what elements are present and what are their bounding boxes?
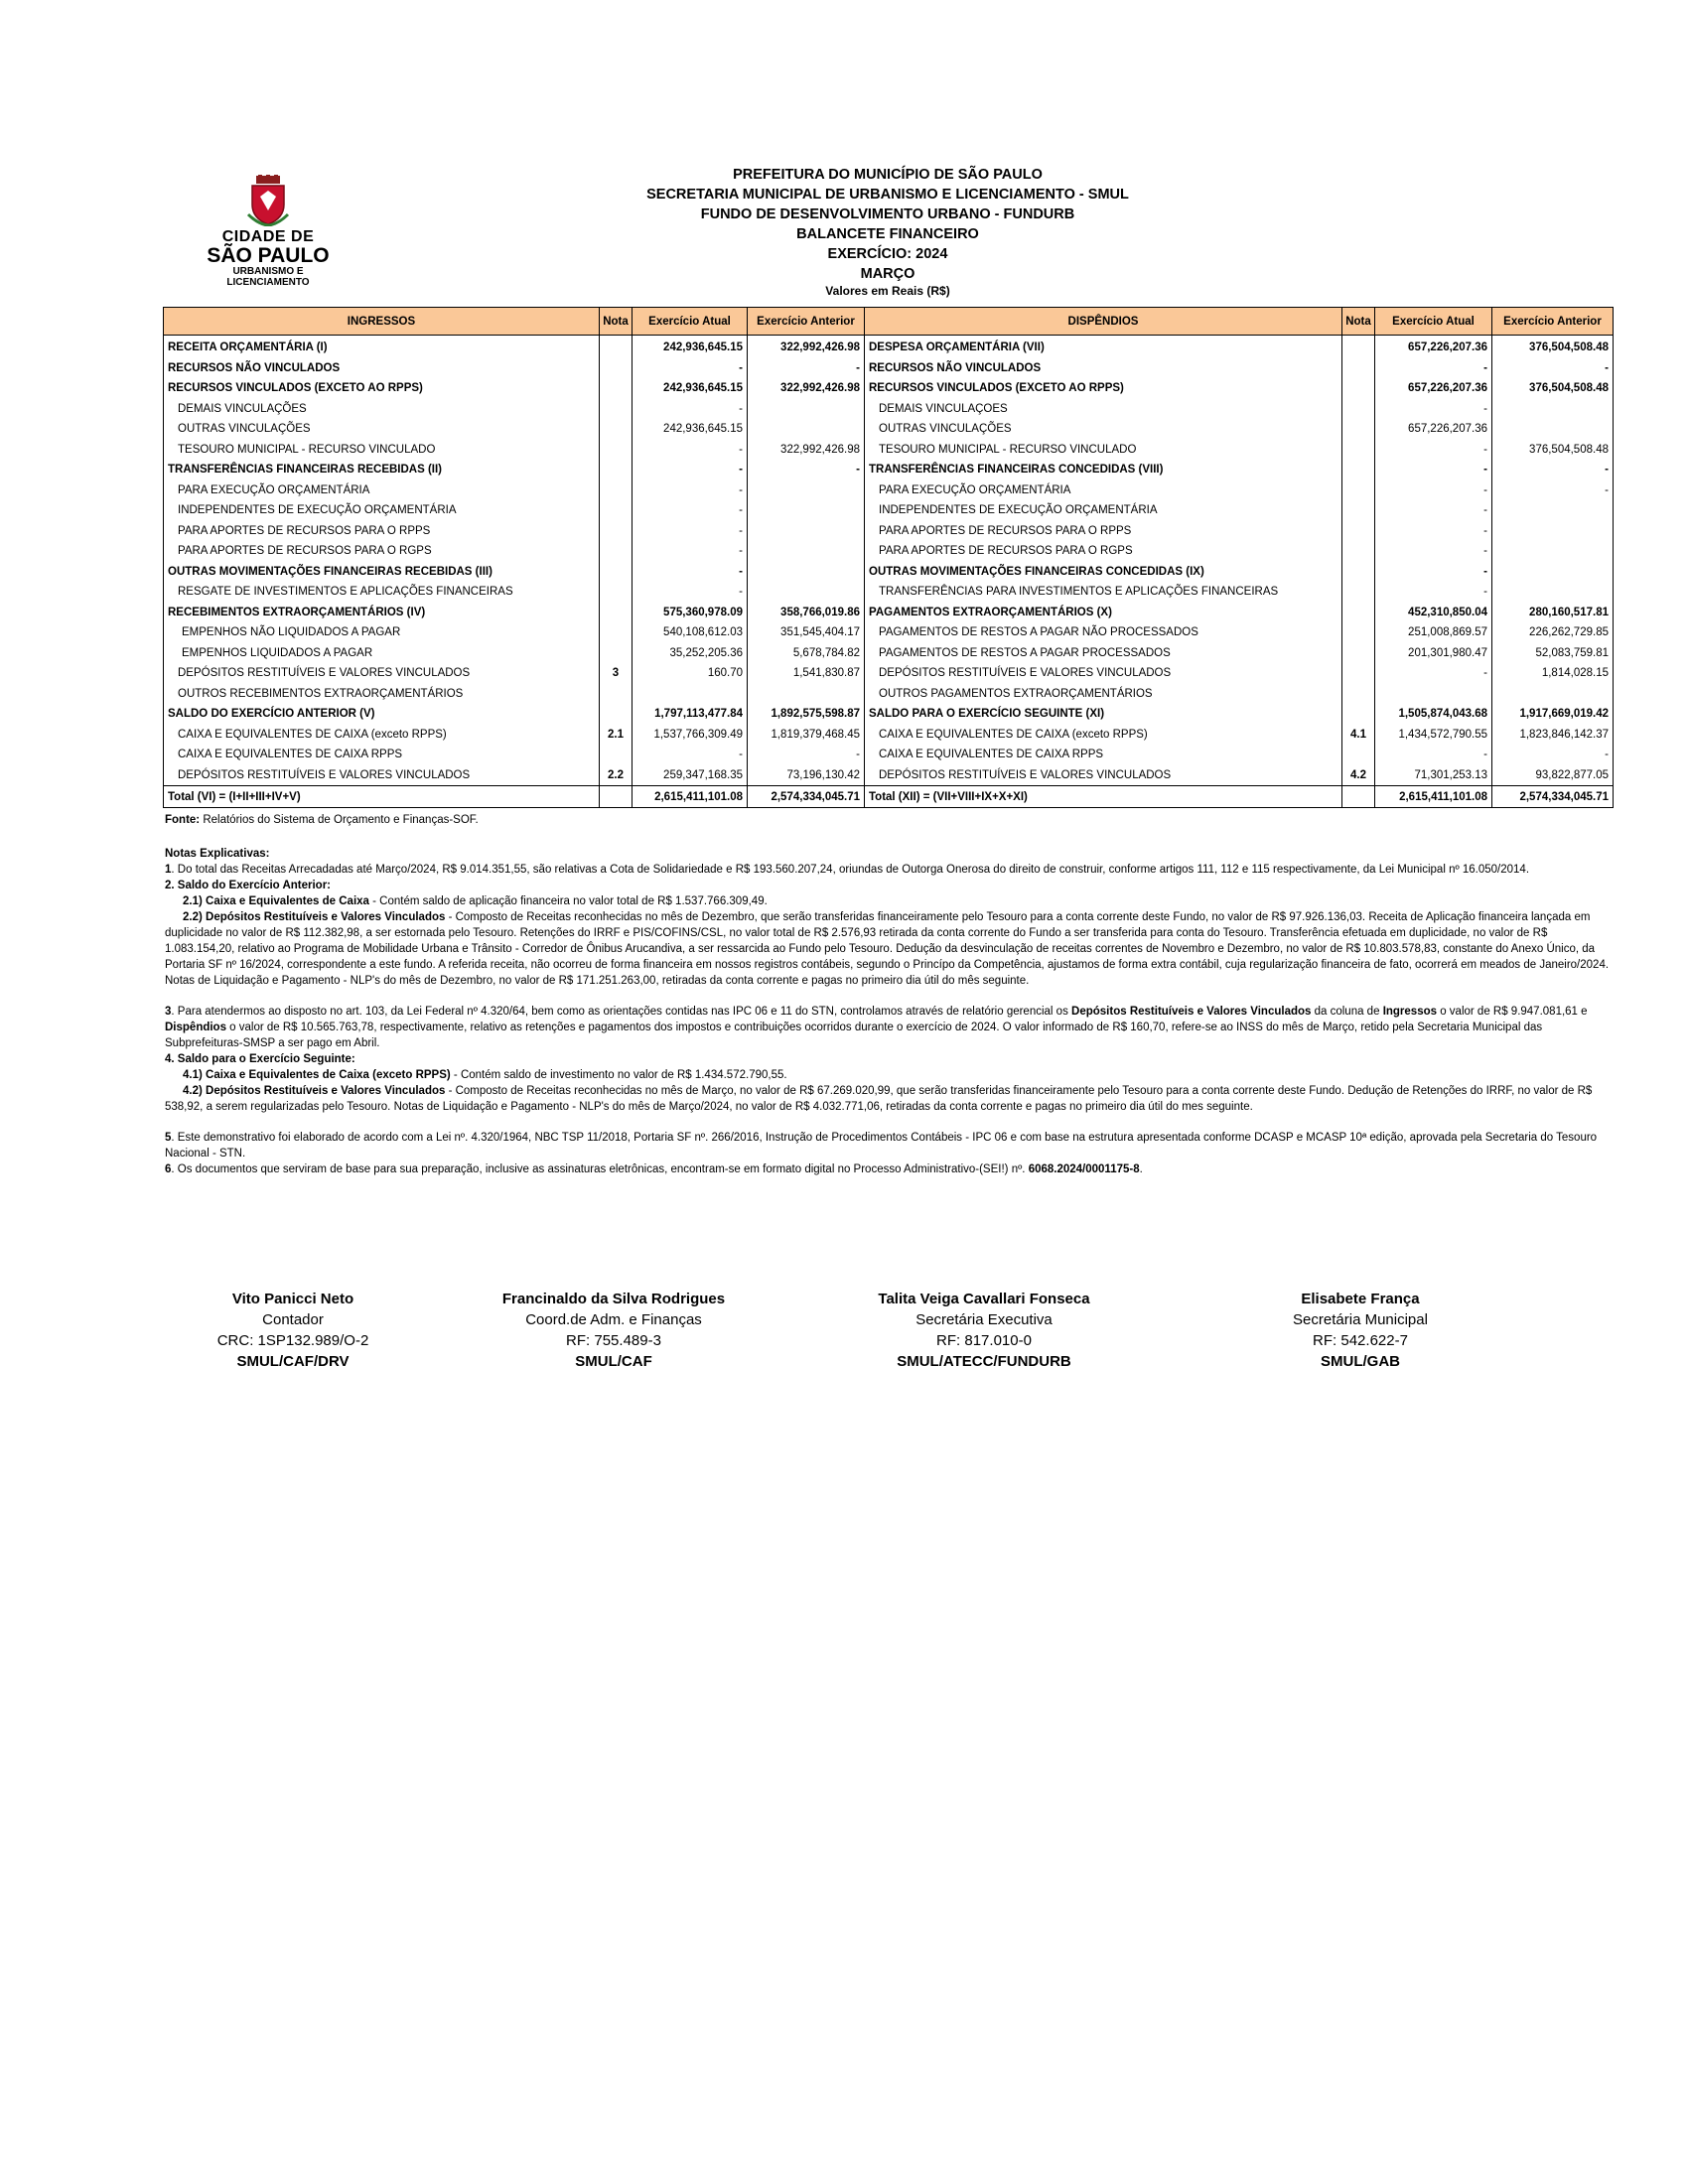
- ingresso-anterior: 322,992,426.98: [748, 378, 865, 399]
- ingresso-label: TRANSFERÊNCIAS FINANCEIRAS RECEBIDAS (II): [164, 460, 600, 480]
- ingresso-nota: [600, 704, 633, 725]
- header-fundo: FUNDO DE DESENVOLVIMENTO URBANO - FUNDURB: [700, 206, 1075, 222]
- ingresso-nota: [600, 521, 633, 542]
- ingresso-atual: 540,108,612.03: [633, 622, 748, 643]
- dispendio-anterior: [1492, 562, 1614, 583]
- nota-4-title: 4. Saldo para o Exercício Seguinte:: [165, 1053, 355, 1065]
- dispendio-atual: -: [1375, 440, 1492, 461]
- dispendio-nota: [1342, 663, 1375, 684]
- table-row: [164, 704, 1614, 725]
- ingresso-nota: 3: [600, 663, 633, 684]
- table-row: [164, 603, 1614, 623]
- ingresso-anterior: 73,196,130.42: [748, 765, 865, 786]
- ingresso-atual: -: [633, 440, 748, 461]
- ingresso-atual: 242,936,645.15: [633, 336, 748, 358]
- ingresso-label: OUTRAS MOVIMENTAÇÕES FINANCEIRAS RECEBIDAS (III): [164, 562, 600, 583]
- header-valores: Valores em Reais (R$): [825, 284, 950, 298]
- header-mes: MARÇO: [860, 266, 915, 282]
- signature-id: RF: 817.010-0: [936, 1332, 1032, 1349]
- ingresso-anterior: [748, 521, 865, 542]
- ingresso-nota: [600, 643, 633, 664]
- ingresso-atual: -: [633, 745, 748, 765]
- dispendio-nota: [1342, 500, 1375, 521]
- dispendio-atual: -: [1375, 460, 1492, 480]
- dispendio-nota: 4.1: [1342, 725, 1375, 746]
- notes-section: [165, 812, 1611, 1177]
- col-header-exercicio-atual: Exercício Atual: [1375, 308, 1492, 336]
- signature-block: [1201, 1289, 1519, 1372]
- fonte-line: [165, 812, 1611, 828]
- dispendio-label: PARA EXECUÇÃO ORÇAMENTÁRIA: [865, 480, 1342, 501]
- dispendio-nota: [1342, 336, 1375, 358]
- dispendio-atual: -: [1375, 562, 1492, 583]
- ingresso-anterior: [748, 541, 865, 562]
- dispendio-label: PAGAMENTOS EXTRAORÇAMENTÁRIOS (X): [865, 603, 1342, 623]
- ingresso-label: OUTROS RECEBIMENTOS EXTRAORÇAMENTÁRIOS: [164, 684, 600, 705]
- col-header-ingressos: INGRESSOS: [164, 308, 600, 336]
- ingresso-atual: -: [633, 358, 748, 379]
- ingresso-atual: [633, 684, 748, 705]
- nota-4-2: 4.2) Depósitos Restituíveis e Valores Vinculados - Composto de Receitas reconhecidas no mês de Março, no valor de R$ 67.269.020,99, que serão transferidas financeiramente pelo Tesouro para a conta corrente deste Fundo. Dedução de Retenções do IRRF, no valor de R$ 538,92, a serem regularizadas pelo Tesouro. Notas de Liquidação e Pagamento - NLP's do mês de Março/2024, no valor de R$ 4.032.771,06, retiradas da conta corrente e pagas no primeiro dia útil do mes seguinte.: [165, 1085, 1593, 1113]
- dispendio-nota: [1342, 541, 1375, 562]
- dispendio-label: OUTRAS VINCULAÇÕES: [865, 419, 1342, 440]
- dispendio-label: DEMAIS VINCULAÇOES: [865, 399, 1342, 420]
- logo-text-sao-paulo: SÃO PAULO: [207, 244, 330, 267]
- dispendio-atual: 657,226,207.36: [1375, 419, 1492, 440]
- ingresso-anterior: [748, 562, 865, 583]
- signature-role: Secretária Municipal: [1293, 1311, 1428, 1328]
- dispendio-anterior: 1,917,669,019.42: [1492, 704, 1614, 725]
- ingresso-nota: [600, 460, 633, 480]
- col-header-exercicio-anterior: Exercício Anterior: [1492, 308, 1614, 336]
- ingresso-nota: [600, 500, 633, 521]
- dispendio-label: OUTRAS MOVIMENTAÇÕES FINANCEIRAS CONCEDIDAS (IX): [865, 562, 1342, 583]
- dispendio-label: PARA APORTES DE RECURSOS PARA O RGPS: [865, 541, 1342, 562]
- ingresso-nota: [600, 745, 633, 765]
- signature-name: Francinaldo da Silva Rodrigues: [501, 1291, 726, 1307]
- dispendio-nota: [1342, 521, 1375, 542]
- ingresso-label: DEPÓSITOS RESTITUÍVEIS E VALORES VINCULADOS: [164, 663, 600, 684]
- table-row: [164, 765, 1614, 786]
- dispendio-anterior: 376,504,508.48: [1492, 378, 1614, 399]
- table-row: [164, 480, 1614, 501]
- dispendio-anterior: -: [1492, 480, 1614, 501]
- signature-unit: SMUL/ATECC/FUNDURB: [897, 1353, 1071, 1370]
- dispendio-anterior: -: [1492, 358, 1614, 379]
- ingresso-anterior: -: [748, 745, 865, 765]
- ingresso-label: PARA EXECUÇÃO ORÇAMENTÁRIA: [164, 480, 600, 501]
- dispendio-atual: -: [1375, 663, 1492, 684]
- table-row: [164, 663, 1614, 684]
- table-row: [164, 460, 1614, 480]
- total-dispendios-nota: [1342, 786, 1375, 808]
- ingresso-anterior: -: [748, 358, 865, 379]
- dispendio-anterior: [1492, 582, 1614, 603]
- dispendio-nota: [1342, 582, 1375, 603]
- ingresso-anterior: [748, 684, 865, 705]
- ingresso-nota: [600, 582, 633, 603]
- dispendio-nota: [1342, 643, 1375, 664]
- dispendio-nota: [1342, 378, 1375, 399]
- dispendio-atual: -: [1375, 399, 1492, 420]
- dispendio-label: DEPÓSITOS RESTITUÍVEIS E VALORES VINCULADOS: [865, 765, 1342, 786]
- table-total-row: [164, 786, 1614, 808]
- dispendio-nota: [1342, 440, 1375, 461]
- dispendio-nota: [1342, 399, 1375, 420]
- col-header-nota: Nota: [600, 308, 633, 336]
- dispendio-label: RECURSOS VINCULADOS (EXCETO AO RPPS): [865, 378, 1342, 399]
- header-exercicio: EXERCÍCIO: 2024: [827, 246, 948, 262]
- dispendio-nota: [1342, 603, 1375, 623]
- table-row: [164, 521, 1614, 542]
- dispendio-label: DESPESA ORÇAMENTÁRIA (VII): [865, 336, 1342, 358]
- dispendio-atual: 657,226,207.36: [1375, 378, 1492, 399]
- ingresso-label: RECEBIMENTOS EXTRAORÇAMENTÁRIOS (IV): [164, 603, 600, 623]
- ingresso-nota: 2.2: [600, 765, 633, 786]
- ingresso-nota: [600, 399, 633, 420]
- ingresso-label: EMPENHOS LIQUIDADOS A PAGAR: [164, 643, 600, 664]
- ingresso-atual: -: [633, 582, 748, 603]
- dispendio-label: TRANSFERÊNCIAS PARA INVESTIMENTOS E APLICAÇÕES FINANCEIRAS: [865, 582, 1342, 603]
- total-dispendios-anterior: 2,574,334,045.71: [1492, 786, 1614, 808]
- ingresso-label: OUTRAS VINCULAÇÕES: [164, 419, 600, 440]
- dispendio-label: DEPÓSITOS RESTITUÍVEIS E VALORES VINCULADOS: [865, 663, 1342, 684]
- signature-name: Elisabete França: [1301, 1291, 1420, 1307]
- ingresso-label: PARA APORTES DE RECURSOS PARA O RGPS: [164, 541, 600, 562]
- dispendio-label: OUTROS PAGAMENTOS EXTRAORÇAMENTÁRIOS: [865, 684, 1342, 705]
- dispendio-label: CAIXA E EQUIVALENTES DE CAIXA (exceto RPPS): [865, 725, 1342, 746]
- table-row: [164, 562, 1614, 583]
- ingresso-label: DEPÓSITOS RESTITUÍVEIS E VALORES VINCULADOS: [164, 765, 600, 786]
- fonte-text: Relatórios do Sistema de Orçamento e Finanças-SOF.: [200, 814, 479, 826]
- table-row: [164, 358, 1614, 379]
- dispendio-anterior: 376,504,508.48: [1492, 336, 1614, 358]
- ingresso-anterior: [748, 399, 865, 420]
- dispendio-label: PARA APORTES DE RECURSOS PARA O RPPS: [865, 521, 1342, 542]
- dispendio-atual: -: [1375, 358, 1492, 379]
- ingresso-nota: [600, 603, 633, 623]
- dispendio-anterior: [1492, 684, 1614, 705]
- ingresso-anterior: 1,541,830.87: [748, 663, 865, 684]
- dispendio-atual: -: [1375, 500, 1492, 521]
- dispendio-atual: -: [1375, 521, 1492, 542]
- table-row: [164, 378, 1614, 399]
- dispendio-nota: 4.2: [1342, 765, 1375, 786]
- signature-name: Talita Veiga Cavallari Fonseca: [878, 1291, 1090, 1307]
- ingresso-label: RECEITA ORÇAMENTÁRIA (I): [164, 336, 600, 358]
- dispendio-atual: 657,226,207.36: [1375, 336, 1492, 358]
- dispendio-atual: 71,301,253.13: [1375, 765, 1492, 786]
- dispendio-label: PAGAMENTOS DE RESTOS A PAGAR PROCESSADOS: [865, 643, 1342, 664]
- notas-title: Notas Explicativas:: [165, 848, 270, 860]
- signature-role: Secretária Executiva: [915, 1311, 1053, 1328]
- dispendio-anterior: [1492, 419, 1614, 440]
- col-header-dispendios: DISPÊNDIOS: [865, 308, 1342, 336]
- ingresso-anterior: [748, 500, 865, 521]
- total-ingressos-anterior: 2,574,334,045.71: [748, 786, 865, 808]
- balance-table: [163, 307, 1614, 808]
- dispendio-label: SALDO PARA O EXERCÍCIO SEGUINTE (XI): [865, 704, 1342, 725]
- nota-5: 5. Este demonstrativo foi elaborado de acordo com a Lei nº. 4.320/1964, NBC TSP 11/2018, Portaria SF nº. 266/2016, Instrução de Procedimentos Contábeis - IPC 06 e com base na estrutura apresentada conforme DCASP e MCASP 10ª edição, aprovada pela Secretaria do Tesouro Nacional - STN.: [165, 1132, 1598, 1160]
- dispendio-nota: [1342, 704, 1375, 725]
- ingresso-nota: 2.1: [600, 725, 633, 746]
- table-row: [164, 500, 1614, 521]
- ingresso-nota: [600, 622, 633, 643]
- total-dispendios-label: Total (XII) = (VII+VIII+IX+X+XI): [865, 786, 1342, 808]
- signature-name: Vito Panicci Neto: [231, 1291, 354, 1307]
- col-header-nota: Nota: [1342, 308, 1375, 336]
- ingresso-nota: [600, 358, 633, 379]
- dispendio-atual: 201,301,980.47: [1375, 643, 1492, 664]
- signature-role: Coord.de Adm. e Finanças: [525, 1311, 702, 1328]
- table-row: [164, 336, 1614, 358]
- ingresso-atual: -: [633, 460, 748, 480]
- ingresso-atual: -: [633, 521, 748, 542]
- ingresso-atual: -: [633, 480, 748, 501]
- table-row: [164, 684, 1614, 705]
- nota-2-title: 2. Saldo do Exercício Anterior:: [165, 880, 332, 891]
- total-dispendios-atual: 2,615,411,101.08: [1375, 786, 1492, 808]
- ingresso-atual: -: [633, 500, 748, 521]
- ingresso-nota: [600, 378, 633, 399]
- total-ingressos-label: Total (VI) = (I+II+III+IV+V): [164, 786, 600, 808]
- ingresso-anterior: [748, 582, 865, 603]
- nota-1: 1. Do total das Receitas Arrecadadas até Março/2024, R$ 9.014.351,55, são relativas a Cota de Solidariedade e R$ 193.560.207,24, oriundas de Outorga Onerosa do direito de construir, conforme artigos 111, 112 e 115 respectivamente, da Lei Municipal nº 16.050/2014.: [165, 864, 1530, 876]
- table-row: [164, 582, 1614, 603]
- nota-6: 6. Os documentos que serviram de base para sua preparação, inclusive as assinaturas eletrônicas, encontram-se em formato digital no Processo Administrativo-(SEI!) nº. 6068.2024/0001175-8.: [165, 1163, 1143, 1175]
- signature-unit: SMUL/CAF: [575, 1353, 652, 1370]
- dispendio-anterior: 52,083,759.81: [1492, 643, 1614, 664]
- table-row: [164, 622, 1614, 643]
- ingresso-anterior: 358,766,019.86: [748, 603, 865, 623]
- dispendio-anterior: 1,823,846,142.37: [1492, 725, 1614, 746]
- nota-4-1: 4.1) Caixa e Equivalentes de Caixa (exceto RPPS) - Contém saldo de investimento no valor de R$ 1.434.572.790,55.: [183, 1069, 787, 1081]
- dispendio-anterior: 226,262,729.85: [1492, 622, 1614, 643]
- ingresso-anterior: [748, 419, 865, 440]
- ingresso-nota: [600, 684, 633, 705]
- dispendio-atual: 452,310,850.04: [1375, 603, 1492, 623]
- dispendio-atual: -: [1375, 582, 1492, 603]
- ingresso-anterior: 5,678,784.82: [748, 643, 865, 664]
- ingresso-atual: -: [633, 541, 748, 562]
- ingresso-anterior: 322,992,426.98: [748, 440, 865, 461]
- ingresso-anterior: -: [748, 460, 865, 480]
- table-row: [164, 419, 1614, 440]
- ingresso-atual: 242,936,645.15: [633, 419, 748, 440]
- table-row: [164, 440, 1614, 461]
- ingresso-atual: 35,252,205.36: [633, 643, 748, 664]
- ingresso-anterior: 1,819,379,468.45: [748, 725, 865, 746]
- ingresso-label: DEMAIS VINCULAÇÕES: [164, 399, 600, 420]
- dispendio-anterior: -: [1492, 460, 1614, 480]
- ingresso-label: TESOURO MUNICIPAL - RECURSO VINCULADO: [164, 440, 600, 461]
- signature-id: CRC: 1SP132.989/O-2: [216, 1332, 369, 1349]
- table-header-row: [164, 308, 1614, 336]
- dispendio-atual: 1,505,874,043.68: [1375, 704, 1492, 725]
- dispendio-anterior: 1,814,028.15: [1492, 663, 1614, 684]
- table-row: [164, 643, 1614, 664]
- ingresso-label: CAIXA E EQUIVALENTES DE CAIXA RPPS: [164, 745, 600, 765]
- header-secretaria: SECRETARIA MUNICIPAL DE URBANISMO E LICENCIAMENTO - SMUL: [646, 187, 1129, 203]
- dispendio-label: CAIXA E EQUIVALENTES DE CAIXA RPPS: [865, 745, 1342, 765]
- ingresso-atual: 259,347,168.35: [633, 765, 748, 786]
- ingresso-anterior: 351,545,404.17: [748, 622, 865, 643]
- dispendio-nota: [1342, 684, 1375, 705]
- signature-unit: SMUL/GAB: [1321, 1353, 1400, 1370]
- ingresso-label: PARA APORTES DE RECURSOS PARA O RPPS: [164, 521, 600, 542]
- nota-2-1: 2.1) Caixa e Equivalentes de Caixa - Contém saldo de aplicação financeira no valor total de R$ 1.537.766.309,49.: [183, 895, 768, 907]
- dispendio-anterior: 93,822,877.05: [1492, 765, 1614, 786]
- ingresso-label: EMPENHOS NÃO LIQUIDADOS A PAGAR: [164, 622, 600, 643]
- signature-block: [825, 1289, 1143, 1372]
- table-row: [164, 725, 1614, 746]
- logo-text-licenciamento: LICENCIAMENTO: [226, 277, 310, 288]
- ingresso-nota: [600, 419, 633, 440]
- ingresso-atual: -: [633, 399, 748, 420]
- ingresso-atual: -: [633, 562, 748, 583]
- ingresso-label: INDEPENDENTES DE EXECUÇÃO ORÇAMENTÁRIA: [164, 500, 600, 521]
- ingresso-nota: [600, 336, 633, 358]
- dispendio-atual: 251,008,869.57: [1375, 622, 1492, 643]
- table-row: [164, 745, 1614, 765]
- total-ingressos-atual: 2,615,411,101.08: [633, 786, 748, 808]
- dispendio-nota: [1342, 358, 1375, 379]
- dispendio-atual: -: [1375, 745, 1492, 765]
- ingresso-atual: 160.70: [633, 663, 748, 684]
- signature-unit: SMUL/CAF/DRV: [236, 1353, 350, 1370]
- dispendio-label: TESOURO MUNICIPAL - RECURSO VINCULADO: [865, 440, 1342, 461]
- signature-role: Contador: [262, 1311, 324, 1328]
- ingresso-atual: 1,537,766,309.49: [633, 725, 748, 746]
- table-row: [164, 541, 1614, 562]
- dispendio-label: INDEPENDENTES DE EXECUÇÃO ORÇAMENTÁRIA: [865, 500, 1342, 521]
- dispendio-atual: [1375, 684, 1492, 705]
- dispendio-nota: [1342, 419, 1375, 440]
- dispendio-anterior: [1492, 541, 1614, 562]
- dispendio-nota: [1342, 562, 1375, 583]
- logo-text-cidade: CIDADE DE: [221, 228, 315, 245]
- ingresso-anterior: [748, 480, 865, 501]
- dispendio-atual: 1,434,572,790.55: [1375, 725, 1492, 746]
- ingresso-anterior: 322,992,426.98: [748, 336, 865, 358]
- dispendio-nota: [1342, 460, 1375, 480]
- header-balancete: BALANCETE FINANCEIRO: [796, 226, 979, 242]
- ingresso-nota: [600, 541, 633, 562]
- ingresso-label: RECURSOS VINCULADOS (EXCETO AO RPPS): [164, 378, 600, 399]
- nota-2-2: 2.2) Depósitos Restituíveis e Valores Vinculados - Composto de Receitas reconhecidas no mês de Dezembro, que serão transferidas financeiramente pelo Tesouro para a conta corrente deste Fundo, no valor de R$ 97.926.136,03. Receita de Aplicação financeira lançada em duplicidade no valor de R$ 112.382,98, a ser estornada pelo Tesouro. Retenções do IRRF e PIS/COFINS/CSL, no valor total de R$ 2.576,93 retirada da conta corrente do Fundo a ser transferida para conta do Tesouro. Transferência efetuada em duplicidade, no valor de R$ 1.083.154,20, relativo ao Programa de Mobilidade Urbana e Trânsito - Corredor de Ônibus Arucandiva, a ser ressarcida ao Fundo pelo Tesouro. Dedução da desvinculação de receitas correntes de Novembro e Dezembro, no valor de R$ 10.803.578,83, constante do Anexo Único, da Portaria SF nº 16/2024, correspondente a este fundo. A referida receita, não ocorreu de forma financeira em nossos registros contábeis, segundo o Princípo da Competência, ajustamos de forma extra contábil, cuja regularização financeira de fato, ocorrerá em meados de Janeiro/2024. Notas de Liquidação e Pagamento - NLP's do mês de Dezembro, no valor de R$ 171.251.263,00, retiradas da conta corrente e pagas no primeiro dia útil do mês seguinte.: [165, 911, 1610, 987]
- ingresso-anterior: 1,892,575,598.87: [748, 704, 865, 725]
- ingresso-label: RECURSOS NÃO VINCULADOS: [164, 358, 600, 379]
- dispendio-atual: -: [1375, 480, 1492, 501]
- fonte-label: Fonte:: [165, 814, 201, 826]
- dispendio-atual: -: [1375, 541, 1492, 562]
- ingresso-nota: [600, 480, 633, 501]
- ingresso-label: RESGATE DE INVESTIMENTOS E APLICAÇÕES FINANCEIRAS: [164, 582, 600, 603]
- ingresso-label: SALDO DO EXERCÍCIO ANTERIOR (V): [164, 704, 600, 725]
- col-header-exercicio-anterior: Exercício Anterior: [748, 308, 865, 336]
- ingresso-label: CAIXA E EQUIVALENTES DE CAIXA (exceto RPPS): [164, 725, 600, 746]
- signature-block: [134, 1289, 452, 1372]
- dispendio-anterior: 376,504,508.48: [1492, 440, 1614, 461]
- dispendio-label: PAGAMENTOS DE RESTOS A PAGAR NÃO PROCESSADOS: [865, 622, 1342, 643]
- dispendio-label: RECURSOS NÃO VINCULADOS: [865, 358, 1342, 379]
- dispendio-nota: [1342, 480, 1375, 501]
- header-prefeitura: PREFEITURA DO MUNICÍPIO DE SÃO PAULO: [733, 167, 1043, 183]
- ingresso-atual: 1,797,113,477.84: [633, 704, 748, 725]
- table-row: [164, 399, 1614, 420]
- document-header: [163, 165, 1613, 299]
- dispendio-nota: [1342, 745, 1375, 765]
- nota-3: 3. Para atendermos ao disposto no art. 103, da Lei Federal nº 4.320/64, bem como as orientações contidas nas IPC 06 e 11 do STN, controlamos através de relatório gerencial os Depósitos Restituíveis e Valores Vinculados da coluna de Ingressos o valor de R$ 9.947.081,61 e Dispêndios o valor de R$ 10.565.763,78, respectivamente, relativo as retenções e pagamentos dos impostos e contribuições ocorridos durante o exercício de 2024. O valor informado de R$ 160,70, refere-se ao INSS do mês de Março, retido pela Secretaria Municipal das Subprefeituras-SMSP a ser pago em Abril.: [165, 1006, 1588, 1049]
- signature-id: RF: 755.489-3: [566, 1332, 661, 1349]
- ingresso-atual: 575,360,978.09: [633, 603, 748, 623]
- ingresso-nota: [600, 440, 633, 461]
- ingresso-atual: 242,936,645.15: [633, 378, 748, 399]
- col-header-exercicio-atual: Exercício Atual: [633, 308, 748, 336]
- dispendio-anterior: 280,160,517.81: [1492, 603, 1614, 623]
- total-ingressos-nota: [600, 786, 633, 808]
- dispendio-anterior: [1492, 521, 1614, 542]
- logo-text-urbanismo: URBANISMO E: [232, 266, 304, 277]
- dispendio-nota: [1342, 622, 1375, 643]
- signature-block: [455, 1289, 773, 1372]
- signature-id: RF: 542.622-7: [1313, 1332, 1408, 1349]
- dispendio-anterior: [1492, 500, 1614, 521]
- ingresso-nota: [600, 562, 633, 583]
- dispendio-anterior: -: [1492, 745, 1614, 765]
- dispendio-anterior: [1492, 399, 1614, 420]
- dispendio-label: TRANSFERÊNCIAS FINANCEIRAS CONCEDIDAS (VIII): [865, 460, 1342, 480]
